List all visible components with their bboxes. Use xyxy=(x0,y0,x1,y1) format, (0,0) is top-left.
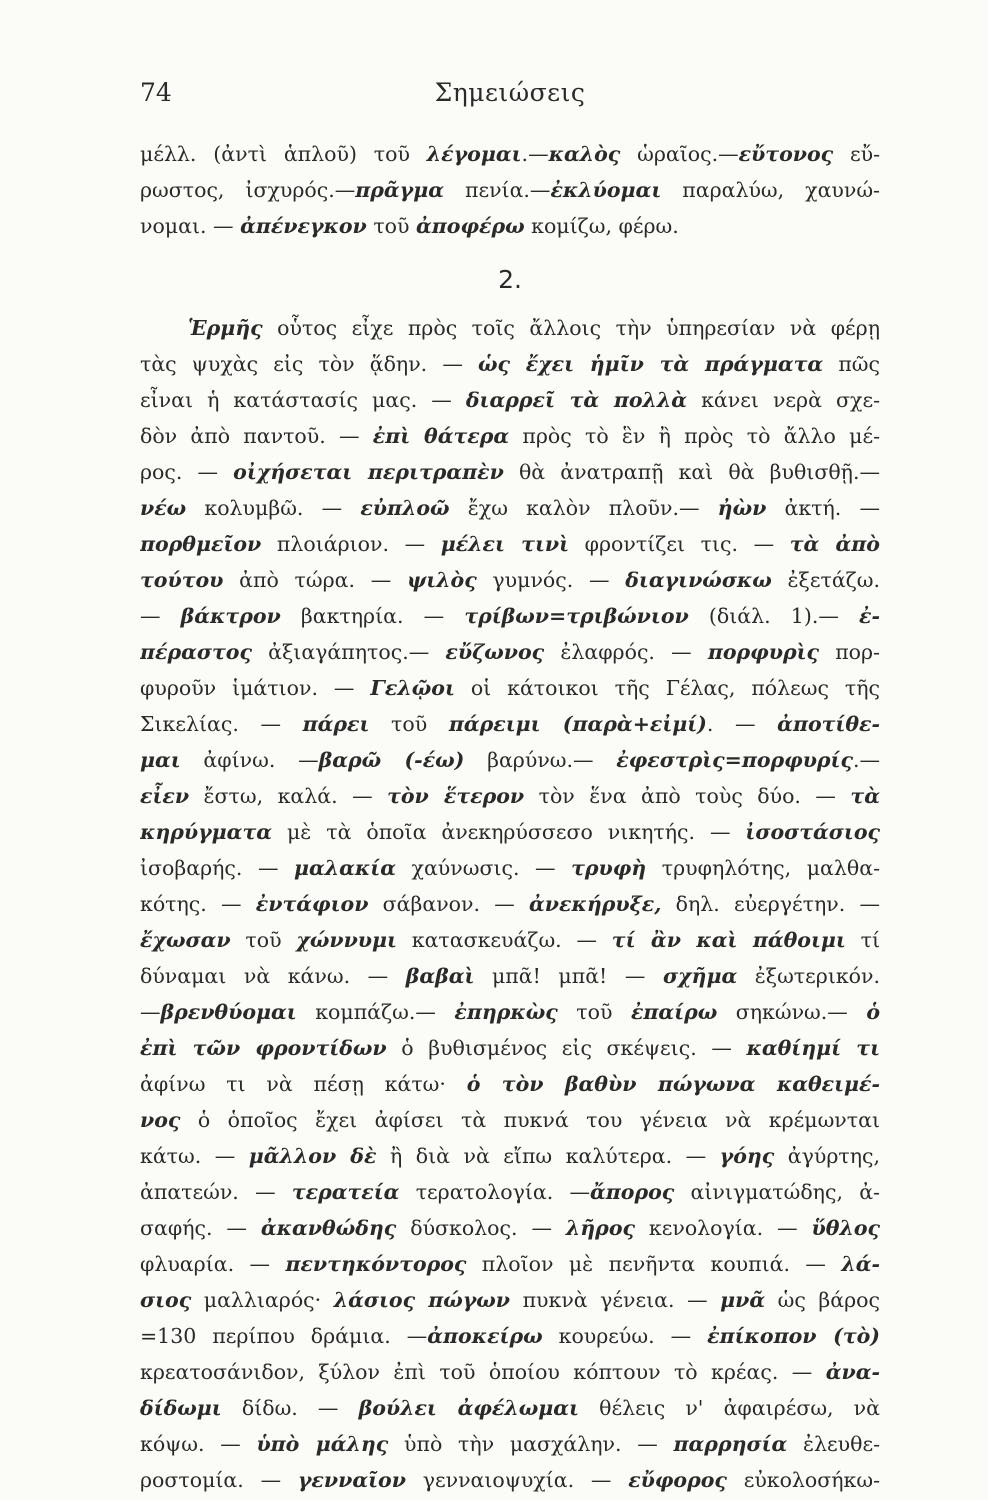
headword: χώννυμι xyxy=(296,928,397,952)
definition-text: δηλ. εὐεργέτην. — xyxy=(661,892,880,916)
headword: τρυφὴ xyxy=(571,856,647,880)
definition-text: ὡς βάρος xyxy=(765,1288,880,1312)
definition-text: κόψω. — xyxy=(140,1432,257,1456)
definition-text: σηκώνω.— xyxy=(717,1000,867,1024)
headword: ὑπὸ μάλης xyxy=(256,1432,389,1456)
definition-text: πορ- xyxy=(818,640,880,664)
text-line xyxy=(140,562,880,598)
definition-text: χαύνωσις. — xyxy=(396,856,572,880)
headword: ὕθλος xyxy=(811,1216,880,1240)
headword: ἀκανθώδης xyxy=(260,1216,397,1240)
text-line xyxy=(140,1174,880,1210)
definition-text: ὁ βυθισμένος εἰς σκέψεις. — xyxy=(386,1036,747,1060)
headword: ψιλὸς xyxy=(406,568,477,592)
section-number: 2. xyxy=(498,265,522,294)
headword: ἀποφέρω xyxy=(415,214,525,238)
definition-text: κότης. — xyxy=(140,892,256,916)
headword: ἀνεκήρυξε, xyxy=(529,892,662,916)
text-line xyxy=(140,1030,880,1066)
definition-text: ἀφίνω τι νὰ πέσῃ κάτω· xyxy=(140,1072,467,1096)
text-line xyxy=(140,1390,880,1426)
text-line xyxy=(140,172,880,208)
headword: ὡς ἔχει ἡμῖν τὰ πράγματα xyxy=(477,352,824,376)
text-line xyxy=(140,598,880,634)
headword: ἰσοστάσιος xyxy=(745,820,880,844)
definition-text: τοῦ xyxy=(369,712,449,736)
definition-text: εὔ- xyxy=(833,142,880,166)
page-header xyxy=(140,78,880,110)
headword: ἀποκείρω xyxy=(427,1324,543,1348)
headword: μέλει τινὶ xyxy=(440,532,570,556)
headword: πορφυρὶς xyxy=(707,640,819,664)
headword: διαγινώσκω xyxy=(625,568,772,592)
definition-text: πῶς xyxy=(823,352,880,376)
definition-text: — xyxy=(140,1000,161,1024)
headword: λέγομαι xyxy=(426,142,522,166)
definition-text: τοῦ xyxy=(366,214,416,238)
definition-text: ἔστω, καλά. — xyxy=(189,784,388,808)
headword: εἶεν xyxy=(140,784,190,808)
definition-text: κενολογία. — xyxy=(634,1216,812,1240)
headword: ἠὼν xyxy=(717,496,767,520)
definition-text: τερατολογία. — xyxy=(399,1180,590,1204)
text-line xyxy=(140,886,880,922)
headword: σχῆμα xyxy=(662,964,738,988)
headword: ἐφεστρὶς=πορφυρίς xyxy=(616,748,853,772)
definition-text: φυροῦν ἱμάτιον. — xyxy=(140,676,371,700)
definition-text: ἐλευθε- xyxy=(787,1432,880,1456)
headword: λάσιος πώγων xyxy=(333,1288,511,1312)
definition-text: ὁ ὁποῖος ἔχει ἀφίσει τὰ πυκνά του γένεια νὰ κρέμωνται xyxy=(180,1108,880,1132)
definition-text: μὲ τὰ ὁποῖα ἀνεκηρύσσεσο νικητής. — xyxy=(272,820,746,844)
text-line xyxy=(140,706,880,742)
definition-text: τοῦ xyxy=(557,1000,631,1024)
text-line xyxy=(140,1066,880,1102)
definition-text: σαφής. — xyxy=(140,1216,261,1240)
headword: τί ἂν καὶ πάθοιμι xyxy=(611,928,846,952)
paragraph-1 xyxy=(140,136,880,244)
headword: πεντηκόντορος xyxy=(285,1252,467,1276)
headword: σιος xyxy=(140,1288,192,1312)
definition-text: γυμνός. — xyxy=(476,568,626,592)
headword: νος xyxy=(140,1108,181,1132)
headword: ἐπὶ θάτερα xyxy=(372,424,510,448)
definition-text: αἰνιγματώδης, ἀ- xyxy=(674,1180,880,1204)
headword: ἐπαίρω xyxy=(630,1000,718,1024)
running-title: Σημειώσεις xyxy=(434,78,586,107)
definition-text: ἰσοβαρής. — xyxy=(140,856,294,880)
definition-text: ρωστος, ἰσχυρός.— xyxy=(140,178,356,202)
definition-text: δύναμαι νὰ κάνω. — xyxy=(140,964,406,988)
definition-text: . — xyxy=(706,712,778,736)
headword: Γελῷοι xyxy=(370,676,455,700)
headword: γενναῖον xyxy=(297,1468,406,1492)
definition-text: ρος. — xyxy=(140,460,234,484)
definition-text: εἶναι ἡ κατάστασίς μας. — xyxy=(140,388,466,412)
definition-text: .— xyxy=(521,142,549,166)
headword: τὰ xyxy=(850,784,880,808)
headword: ἐπηρκὼς xyxy=(454,1000,558,1024)
text-line xyxy=(140,136,880,172)
headword: βούλει ἀφέλωμαι xyxy=(358,1396,579,1420)
definition-text: γενναιοψυχία. — xyxy=(405,1468,629,1492)
definition-text: κομπάζω.— xyxy=(296,1000,455,1024)
definition-text: φροντίζει τις. — xyxy=(569,532,790,556)
text-line xyxy=(140,1210,880,1246)
text-line xyxy=(140,850,880,886)
headword: ὁ τὸν βαθὺν πώγωνα καθειμέ- xyxy=(466,1072,880,1096)
headword: λῆρος xyxy=(565,1216,635,1240)
notes-body xyxy=(140,136,880,1498)
headword: πάρειμι (παρὰ+εἰμί) xyxy=(448,712,707,736)
text-line xyxy=(140,958,880,994)
headword: τούτου xyxy=(140,568,224,592)
definition-text: βαρύνω.— xyxy=(464,748,617,772)
headword: ἔχωσαν xyxy=(140,928,231,952)
headword: καλὸς xyxy=(548,142,621,166)
text-line xyxy=(140,310,880,346)
definition-text: ἀξιαγάπητος.— xyxy=(251,640,446,664)
definition-text: πρὸς τὸ ἓν ἢ πρὸς τὸ ἄλλο μέ- xyxy=(509,424,880,448)
text-line xyxy=(140,1318,880,1354)
definition-text: πυκνὰ γένεια. — xyxy=(510,1288,721,1312)
headword: τὸν ἕτερον xyxy=(387,784,525,808)
definition-text: φλυαρία. — xyxy=(140,1252,286,1276)
headword: μαι xyxy=(140,748,181,772)
definition-text: =130 περίπου δράμια. — xyxy=(140,1324,428,1348)
definition-text: πενία.— xyxy=(443,178,551,202)
headword: καθίημί τι xyxy=(746,1036,880,1060)
headword: οἰχήσεται περιτραπὲν xyxy=(233,460,504,484)
text-line xyxy=(140,208,880,244)
text-line xyxy=(140,1282,880,1318)
headword: λά- xyxy=(841,1252,880,1276)
definition-text: δύσκολος. — xyxy=(396,1216,566,1240)
headword: τερατεία xyxy=(291,1180,400,1204)
definition-text: οἱ κάτοικοι τῆς Γέλας, πόλεως τῆς xyxy=(454,676,880,700)
headword: εὔφορος xyxy=(628,1468,727,1492)
definition-text: παραλύω, χαυνώ- xyxy=(661,178,880,202)
headword: μνᾶ xyxy=(720,1288,766,1312)
text-line xyxy=(140,922,880,958)
definition-text: μαλλιαρός· xyxy=(191,1288,334,1312)
headword: πρᾶγμα xyxy=(355,178,444,202)
headword: βαβαὶ xyxy=(405,964,475,988)
text-line xyxy=(140,526,880,562)
headword: νέω xyxy=(140,496,187,520)
headword: πέραστος xyxy=(140,640,252,664)
definition-text: τοῦ xyxy=(230,928,297,952)
headword: ἐκλύομαι xyxy=(550,178,662,202)
headword: πάρει xyxy=(302,712,370,736)
definition-text: ἀπὸ τώρα. — xyxy=(223,568,407,592)
definition-text: κάτω. — xyxy=(140,1144,249,1168)
definition-text: μπᾶ! μπᾶ! — xyxy=(474,964,663,988)
text-line xyxy=(140,1354,880,1390)
page-number: 74 xyxy=(140,78,172,107)
definition-text: κάνει νερὰ σχε- xyxy=(687,388,880,412)
text-line xyxy=(140,382,880,418)
definition-text: τί xyxy=(845,928,880,952)
definition-text: κρεατοσάνιδον, ξύλον ἐπὶ τοῦ ὁποίου κόπτουν τὸ κρέας. — xyxy=(140,1360,826,1384)
definition-text: μέλλ. (ἀντὶ ἁπλοῦ) τοῦ xyxy=(140,142,427,166)
headword: βάκτρον xyxy=(180,604,281,628)
text-line xyxy=(140,1462,880,1498)
headword: Ἑρμῆς xyxy=(188,316,263,340)
definition-text: ὑπὸ τὴν μασχάλην. — xyxy=(388,1432,674,1456)
definition-text: εὐκολοσήκω- xyxy=(726,1468,880,1492)
text-line xyxy=(140,634,880,670)
headword: παρρησία xyxy=(673,1432,788,1456)
headword: τὰ ἀπὸ xyxy=(789,532,880,556)
definition-text: σάβανον. — xyxy=(368,892,530,916)
headword: εὔζωνος xyxy=(445,640,545,664)
definition-text: τρυφηλότης, μαλθα- xyxy=(646,856,880,880)
headword: ἐπὶ τῶν φροντίδων xyxy=(140,1036,387,1060)
headword: ἀποτίθε- xyxy=(777,712,880,736)
headword: τρίβων=τριβώνιον xyxy=(464,604,689,628)
text-line xyxy=(140,1246,880,1282)
headword: ἐντάφιον xyxy=(255,892,369,916)
definition-text: Σικελίας. — xyxy=(140,712,303,736)
headword: ἐ- xyxy=(859,604,880,628)
text-line xyxy=(140,670,880,706)
text-line xyxy=(140,346,880,382)
definition-text: τὰς ψυχὰς εἰς τὸν ᾅδην. — xyxy=(140,352,478,376)
headword: διαρρεῖ τὰ πολλὰ xyxy=(465,388,688,412)
headword: μᾶλλον δὲ xyxy=(248,1144,377,1168)
definition-text: ἐξετάζω. xyxy=(771,568,880,592)
headword: κηρύγματα xyxy=(140,820,273,844)
headword: δίδωμι xyxy=(140,1396,222,1420)
definition-text: βακτηρία. — xyxy=(280,604,465,628)
definition-text: ἀπατεών. — xyxy=(140,1180,292,1204)
text-line xyxy=(140,454,880,490)
text-line xyxy=(140,1426,880,1462)
paragraph-2 xyxy=(140,310,880,1498)
definition-text: ἐλαφρός. — xyxy=(544,640,708,664)
definition-text: δὸν ἀπὸ παντοῦ. — xyxy=(140,424,373,448)
headword: ἀνα- xyxy=(825,1360,880,1384)
definition-text: πλοῖον μὲ πενῆντα κουπιά. — xyxy=(466,1252,842,1276)
definition-text: ἀφίνω. — xyxy=(180,748,319,772)
headword: μαλακία xyxy=(294,856,396,880)
text-line xyxy=(140,778,880,814)
definition-text: κολυμβῶ. — xyxy=(186,496,361,520)
definition-text: κομίζω, φέρω. xyxy=(524,214,679,238)
headword: γόης xyxy=(719,1144,775,1168)
headword: ἄπορος xyxy=(589,1180,675,1204)
definition-text: οὗτος εἶχε πρὸς τοῖς ἄλλοις τὴν ὑπηρεσίαν νὰ φέρῃ xyxy=(262,316,880,340)
headword: ἐπίκοπον (τὸ) xyxy=(707,1324,880,1348)
definition-text: ροστομία. — xyxy=(140,1468,298,1492)
headword: ἀπένεγκον xyxy=(240,214,367,238)
definition-text: ἐξωτερικόν. xyxy=(737,964,880,988)
definition-text: θέλεις ν' ἀφαιρέσω, νὰ xyxy=(578,1396,880,1420)
definition-text: ἀγύρτης, xyxy=(774,1144,880,1168)
headword: εὔτονος xyxy=(738,142,834,166)
definition-text: ὡραῖος.— xyxy=(620,142,739,166)
definition-text: (διάλ. 1).— xyxy=(688,604,860,628)
definition-text: ἔχω καλὸν πλοῦν.— xyxy=(449,496,718,520)
definition-text: κουρεύω. — xyxy=(542,1324,708,1348)
definition-text: .— xyxy=(852,748,880,772)
headword: ὁ xyxy=(866,1000,880,1024)
definition-text: νομαι. — xyxy=(140,214,241,238)
text-line xyxy=(140,1102,880,1138)
definition-text: πλοιάριον. — xyxy=(261,532,441,556)
definition-text: ἢ διὰ νὰ εἴπω καλύτερα. — xyxy=(376,1144,720,1168)
definition-text: θὰ ἀνατραπῇ καὶ θὰ βυθισθῇ.— xyxy=(503,460,880,484)
definition-text: κατασκευάζω. — xyxy=(396,928,612,952)
definition-text: τὸν ἕνα ἀπὸ τοὺς δύο. — xyxy=(524,784,851,808)
text-line xyxy=(140,994,880,1030)
headword: πορθμεῖον xyxy=(140,532,262,556)
headword: εὐπλοῶ xyxy=(360,496,450,520)
text-line xyxy=(140,418,880,454)
definition-text: — xyxy=(140,604,181,628)
text-line xyxy=(140,1138,880,1174)
text-line xyxy=(140,742,880,778)
headword: βαρῶ (-έω) xyxy=(318,748,465,772)
headword: βρενθύομαι xyxy=(160,1000,297,1024)
definition-text: ἀκτή. — xyxy=(766,496,880,520)
text-line xyxy=(140,490,880,526)
text-line xyxy=(140,814,880,850)
definition-text: δίδω. — xyxy=(221,1396,359,1420)
